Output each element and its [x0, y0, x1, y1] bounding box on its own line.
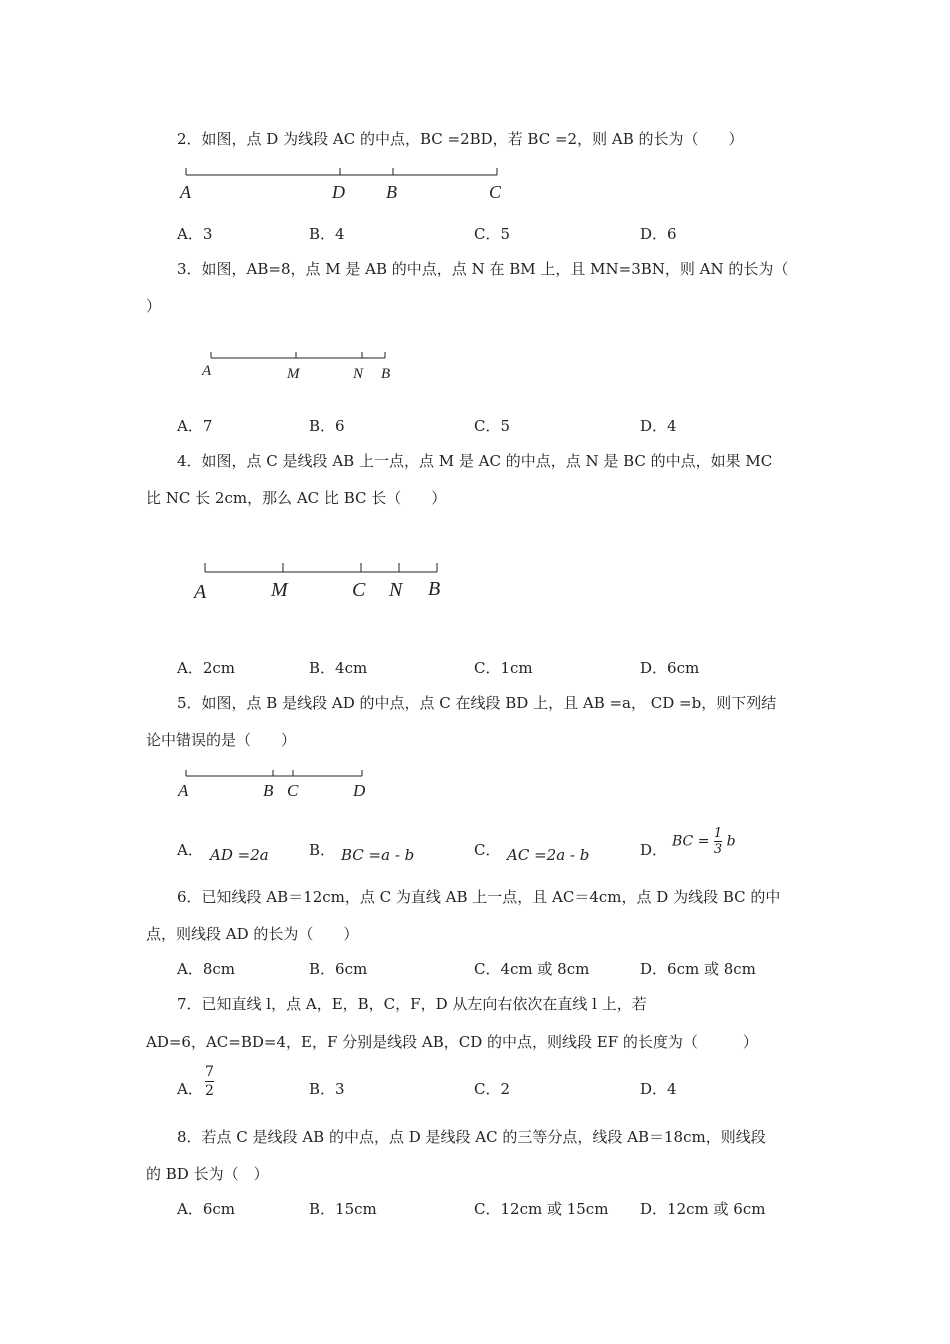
q4-label-a: A [194, 581, 207, 603]
q6-option-a[interactable]: A．8cm [177, 960, 236, 978]
q4-stem-line2: 比 NC 长 2cm，那么 AC 比 BC 长（ ） [146, 489, 447, 507]
q8-stem-line2: 的 BD 长为（ ） [146, 1165, 269, 1183]
q2-option-a[interactable]: A．3 [177, 225, 213, 243]
q6-stem-line1: 6．已知线段 AB＝12cm，点 C 为直线 AB 上一点，且 AC＝4cm，点 D 为线段 BC 的中 [177, 888, 781, 906]
q3-option-b[interactable]: B．6 [309, 417, 345, 435]
q4-label-n: N [389, 579, 403, 601]
q4-label-b: B [428, 578, 441, 600]
q5-option-d-letter[interactable]: D． [640, 841, 668, 859]
q5-option-a-expr: AD =2a [210, 846, 269, 864]
q5-option-d-lhs: BC = [672, 833, 710, 850]
q7-option-a-expr [205, 1063, 214, 1100]
q8-option-b[interactable]: B．15cm [309, 1200, 377, 1218]
q5-option-d-fraction [714, 826, 722, 857]
q7-option-a-denominator: 2 [205, 1083, 214, 1099]
q5-option-d-denominator: 3 [713, 842, 723, 857]
q3-label-n: N [353, 366, 364, 382]
q5-stem-line1: 5．如图，点 B 是线段 AD 的中点，点 C 在线段 BD 上，且 AB =a， CD =b，则下列结 [177, 694, 777, 712]
q4-stem-line1: 4．如图，点 C 是线段 AB 上一点，点 M 是 AC 的中点，点 N 是 BC 的中点，如果 MC [177, 452, 773, 470]
q3-label-m: M [287, 366, 300, 382]
q8-option-d[interactable]: D．12cm 或 6cm [640, 1200, 766, 1218]
q5-option-d-numerator: 1 [713, 826, 723, 841]
q7-option-b[interactable]: B．3 [309, 1080, 345, 1098]
q2-label-a: A [180, 182, 191, 202]
q6-option-c[interactable]: C．4cm 或 8cm [474, 960, 590, 978]
q5-option-a-letter[interactable]: A． [177, 841, 203, 859]
q7-option-a-letter[interactable]: A． [177, 1080, 203, 1098]
q3-option-a[interactable]: A．7 [177, 417, 213, 435]
q6-option-b[interactable]: B．6cm [309, 960, 368, 978]
q4-option-a[interactable]: A．2cm [177, 659, 236, 677]
q5-option-c-expr: AC =2a - b [507, 846, 590, 864]
q4-option-c[interactable]: C．1cm [474, 659, 533, 677]
q5-option-b-letter[interactable]: B． [309, 841, 336, 859]
q5-option-d-expr [672, 826, 736, 857]
q2-label-d: D [332, 182, 345, 202]
q2-option-d[interactable]: D．6 [640, 225, 677, 243]
q5-label-a: A [178, 781, 189, 800]
q7-option-d[interactable]: D．4 [640, 1080, 677, 1098]
q3-stem-line2: ） [146, 297, 162, 315]
q7-option-a-numerator: 7 [205, 1064, 214, 1080]
q5-option-d-rhs: b [726, 833, 736, 850]
q7-option-a-fraction [205, 1063, 214, 1100]
q7-stem-line1: 7．已知直线 l，点 A，E，B，C，F，D 从左向右依次在直线 l 上，若 [177, 995, 647, 1013]
q5-label-d: D [353, 781, 366, 800]
q5-label-b: B [263, 781, 274, 800]
q3-stem-line1: 3．如图，AB=8，点 M 是 AB 的中点，点 N 在 BM 上，且 MN=3BN，则 AN 的长为（ [177, 260, 789, 278]
q2-stem: 2．如图，点 D 为线段 AC 的中点，BC =2BD，若 BC =2，则 AB 的长为（ ） [177, 130, 744, 148]
q3-label-a: A [202, 363, 212, 379]
q6-stem-line2: 点，则线段 AD 的长为（ ） [146, 925, 359, 943]
q2-option-b[interactable]: B．4 [309, 225, 345, 243]
q4-option-d[interactable]: D．6cm [640, 659, 700, 677]
q2-label-c: C [489, 182, 502, 202]
q5-stem-line2: 论中错误的是（ ） [146, 731, 297, 749]
q2-option-c[interactable]: C．5 [474, 225, 511, 243]
q4-label-c: C [352, 579, 366, 601]
q4-label-m: M [271, 579, 288, 601]
q3-option-d[interactable]: D．4 [640, 417, 677, 435]
q7-stem-line2: AD=6，AC=BD=4，E，F 分别是线段 AB，CD 的中点，则线段 EF 的长度为（ ） [146, 1033, 758, 1051]
q8-option-a[interactable]: A．6cm [177, 1200, 236, 1218]
q5-option-c-letter[interactable]: C． [474, 841, 501, 859]
q3-label-b: B [381, 366, 391, 382]
q4-option-b[interactable]: B．4cm [309, 659, 368, 677]
q5-option-b-expr: BC =a - b [341, 846, 415, 864]
q2-label-b: B [386, 182, 397, 202]
q5-label-c: C [287, 781, 299, 800]
q7-option-c[interactable]: C．2 [474, 1080, 511, 1098]
q8-stem-line1: 8．若点 C 是线段 AB 的中点，点 D 是线段 AC 的三等分点，线段 AB＝18cm，则线段 [177, 1128, 766, 1146]
q6-option-d[interactable]: D．6cm 或 8cm [640, 960, 756, 978]
q8-option-c[interactable]: C．12cm 或 15cm [474, 1200, 609, 1218]
q3-option-c[interactable]: C．5 [474, 417, 511, 435]
